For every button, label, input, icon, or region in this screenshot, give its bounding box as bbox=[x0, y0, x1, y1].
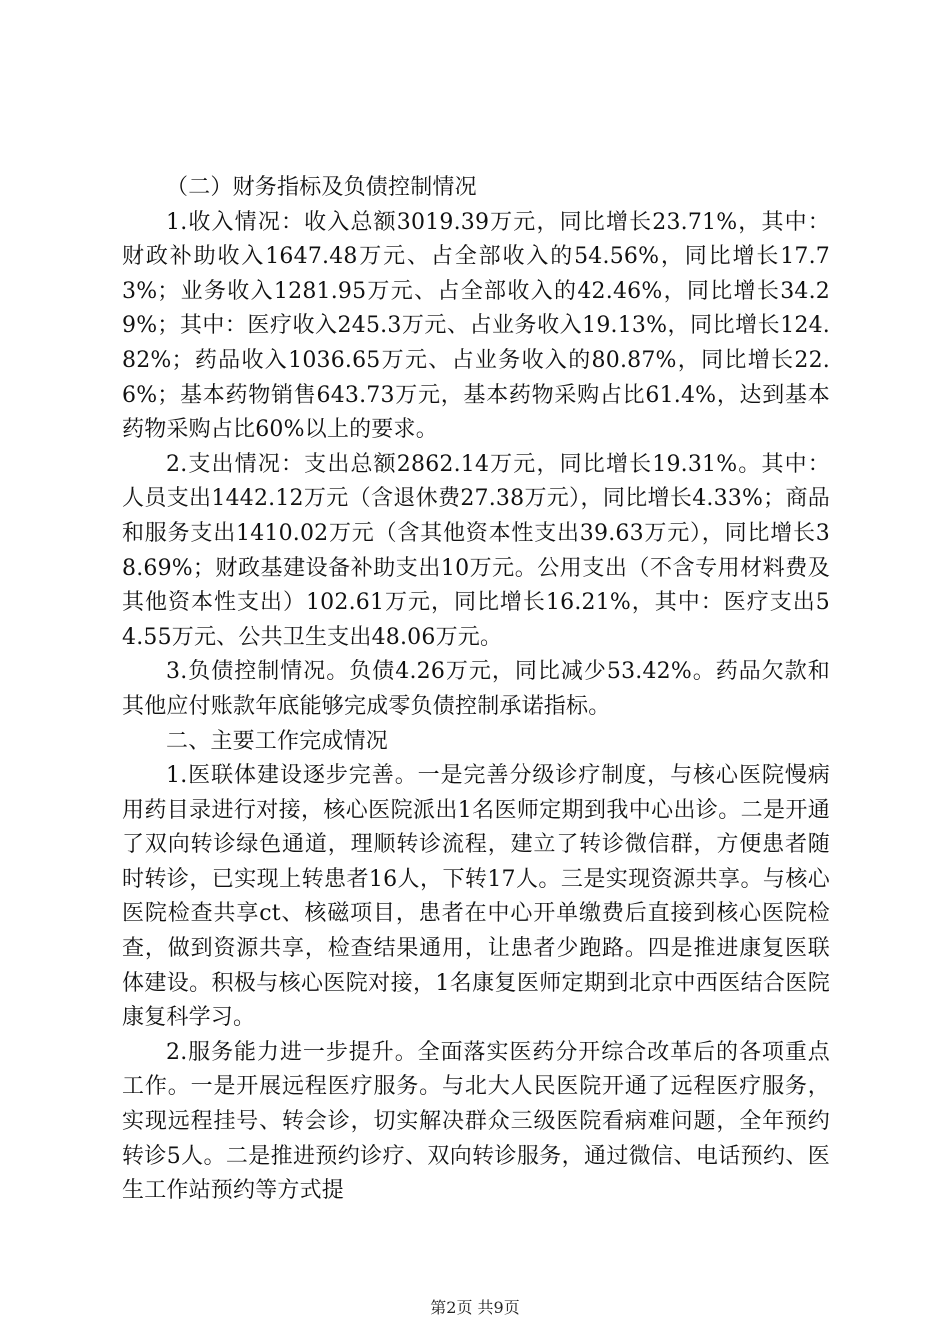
page-number-label: 第2页 共9页 bbox=[430, 1298, 520, 1317]
paragraph-medical-alliance: 1.医联体建设逐步完善。一是完善分级诊疗制度，与核心医院慢病用药目录进行对接，核心医院派出1名医师定期到我中心出诊。二是开通了双向转诊绿色通道，理顺转诊流程，建立了转诊微信群，方便患者随时转诊，已实现上转患者16人，下转17人。三是实现资源共享。与核心医院检查共享ct、核磁项目，患者在中心开单缴费后直接到核心医院检查，做到资源共享，检查结果通用，让患者少跑路。四是推进康复医联体建设。积极与核心医院对接，1名康复医师定期到北京中西医结合医院康复科学习。 bbox=[122, 763, 830, 1031]
page-footer bbox=[0, 1298, 950, 1318]
section-heading-finance: （二）财务指标及负债控制情况 bbox=[166, 175, 477, 200]
section-heading-main-work: 二、主要工作完成情况 bbox=[166, 728, 389, 754]
paragraph-service-capability: 2.服务能力进一步提升。全面落实医药分开综合改革后的各项重点工作。一是开展远程医疗服务。与北大人民医院开通了远程医疗服务，实现远程挂号、转会诊，切实解决群众三级医院看病难问题，全年预约转诊5人。二是推进预约诊疗、双向转诊服务，通过微信、电话预约、医生工作站预约等方式提 bbox=[122, 1039, 830, 1204]
paragraph-income: 1.收入情况：收入总额3019.39万元，同比增长23.71%，其中：财政补助收入1647.48万元、占全部收入的54.56%，同比增长17.73%；业务收入1281.95万元、占全部收入的42.46%，同比增长34.29%；其中：医疗收入245.3万元、占业务收入19.13%，同比增长124.82%；药品收入1036.65万元、占业务收入的80.87%，同比增长22.6%；基本药物销售643.73万元，基本药物采购占比61.4%，达到基本药物采购占比60%以上的要求。 bbox=[122, 209, 830, 443]
paragraph-debt-control: 3.负债控制情况。负债4.26万元，同比减少53.42%。药品欠款和其他应付账款年底能够完成零负债控制承诺指标。 bbox=[122, 659, 830, 719]
paragraph-expenditure: 2.支出情况：支出总额2862.14万元，同比增长19.31%。其中：人员支出1442.12万元（含退休费27.38万元），同比增长4.33%；商品和服务支出1410.02万元（含其他资本性支出39.63万元），同比增长38.69%；财政基建设备补助支出10万元。公用支出（不含专用材料费及其他资本性支出）102.61万元，同比增长16.21%，其中：医疗支出54.55万元、公共卫生支出48.06万元。 bbox=[122, 451, 830, 650]
document-body bbox=[122, 171, 830, 1209]
